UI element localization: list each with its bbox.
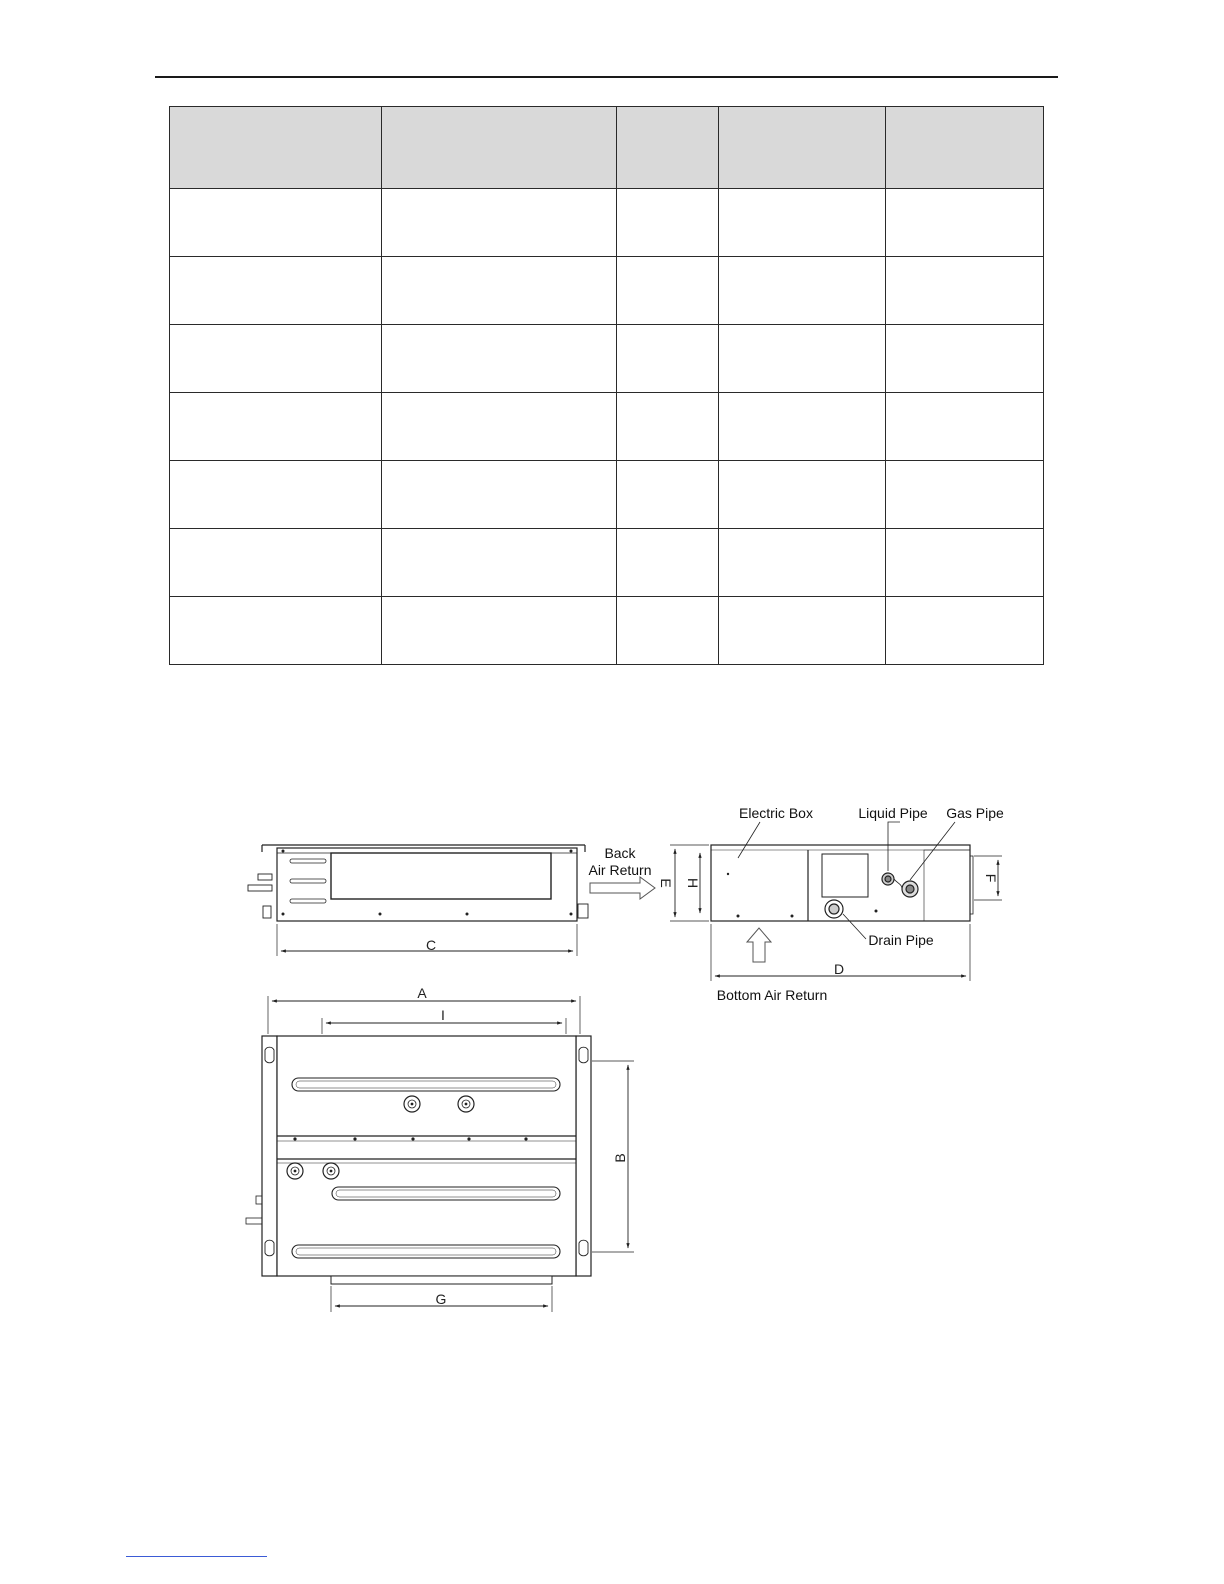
electric-box-label: Electric Box: [739, 805, 813, 821]
dim-h-label: H: [685, 877, 701, 889]
dim-a-label: A: [417, 985, 427, 1001]
dim-f-label: F: [983, 873, 999, 883]
footer-link-underline[interactable]: [126, 1556, 267, 1557]
dim-g-label: G: [435, 1291, 447, 1307]
bottom-air-return-arrow: [747, 928, 771, 962]
back-air-return-line1: Back: [604, 845, 636, 861]
dim-b-label: B: [612, 1153, 628, 1163]
bottom-air-return-label: Bottom Air Return: [716, 987, 828, 1003]
side-view: [670, 822, 1002, 981]
dim-e-label: E: [658, 878, 674, 888]
dim-i-label: I: [441, 1007, 445, 1023]
front-view: [248, 845, 588, 956]
top-view: [246, 996, 634, 1312]
dim-c-label: C: [425, 937, 437, 953]
back-air-return-line2: Air Return: [588, 862, 652, 878]
drain-pipe-label: Drain Pipe: [868, 932, 934, 948]
dim-d-label: D: [833, 961, 845, 977]
liquid-pipe-label: Liquid Pipe: [858, 805, 928, 821]
gas-pipe-label: Gas Pipe: [946, 805, 1004, 821]
back-air-return-arrow: [590, 877, 655, 899]
